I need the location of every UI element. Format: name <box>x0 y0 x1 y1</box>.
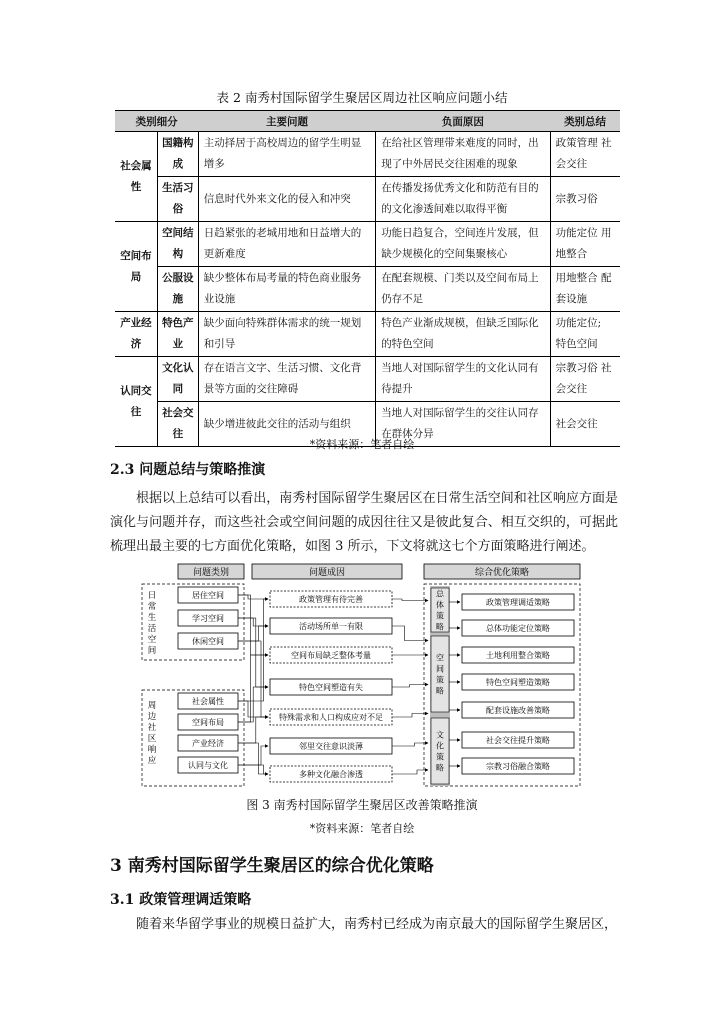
body-paragraph: 根据以上总结可以看出，南秀村国际留学生聚居区在日常生活空间和社区响应方面是演化与问题并存，而这些社会或空间问题的成因往往又是彼此复合、相互交织的，可据此梳理出最主要的七方面优化策略，如图 3 所示，下文将就这七个方面策略进行阐述。 <box>110 491 618 554</box>
subcategory-cell: 国籍构成 <box>157 132 198 177</box>
issue-cell: 缺少面向特殊群体需求的统一规划和引导 <box>198 312 375 357</box>
connector-line <box>392 599 428 601</box>
section-heading: 2.3 问题总结与策略推演 <box>110 462 266 478</box>
cause-label: 特色空间塑造有失 <box>299 683 363 692</box>
cause-cell: 当地人对国际留学生的交往认同存在群体分异 <box>376 402 550 447</box>
category-cell: 社会属性 <box>115 132 157 222</box>
table-row <box>115 267 620 312</box>
subcategory-cell: 空间结构 <box>157 222 198 267</box>
header-text-strategy: 综合优化策略 <box>474 568 530 578</box>
strategy-group-label: 总体策略 <box>436 589 444 632</box>
cause-label: 特殊需求和人口构成应对不足 <box>279 713 383 722</box>
table-row <box>115 177 620 222</box>
cause-cell: 特色产业渐成规模，但缺乏国际化的特色空间 <box>376 312 550 357</box>
category-item-label: 休闲空间 <box>192 637 224 646</box>
strategy-group-box <box>431 636 449 712</box>
connector-line <box>392 626 428 641</box>
category-item-label: 居住空间 <box>192 591 224 600</box>
strategy-group-box <box>431 718 449 784</box>
connector-line <box>392 714 428 718</box>
strategy-label: 政策管理调适策略 <box>486 598 550 607</box>
header-summary: 类别总结 <box>550 111 620 132</box>
table-row <box>115 312 620 357</box>
issue-cell: 信息时代外来文化的侵入和冲突 <box>198 177 375 222</box>
strategy-label: 总体功能定位策略 <box>486 624 550 633</box>
connector-line <box>238 746 268 765</box>
group-a-label: 日常生活空间 <box>147 591 157 656</box>
strategy-label: 配套设施改善策略 <box>486 706 550 715</box>
issue-cell: 日趋紧张的老城用地和日益增大的更新难度 <box>198 222 375 267</box>
cause-cell: 功能日趋复合，空间连片发展，但缺少规模化的空间集聚核心 <box>376 222 550 267</box>
summary-cell: 政策管理 社会交往 <box>550 132 620 177</box>
header-issue: 主要问题 <box>198 111 375 132</box>
chapter-heading: 3 南秀村国际留学生聚居区的综合优化策略 <box>110 856 434 876</box>
connector-line <box>392 743 428 746</box>
summary-table <box>115 110 620 447</box>
category-item-label: 空间布局 <box>192 718 224 727</box>
strategy-diagram <box>140 562 600 790</box>
table-caption: 表 2 南秀村国际留学生聚居区周边社区响应问题小结 <box>216 90 508 105</box>
summary-cell: 用地整合 配套设施 <box>550 267 620 312</box>
connector-line <box>238 595 268 599</box>
connector-line <box>238 599 268 701</box>
summary-cell: 功能定位; 特色空间 <box>550 312 620 357</box>
cause-cell: 在传播发扬优秀文化和防范有目的的文化渗透间难以取得平衡 <box>376 177 550 222</box>
table-row <box>115 132 620 177</box>
subsection-heading: 3.1 政策管理调适策略 <box>110 892 252 908</box>
cause-label: 空间布局缺乏整体考量 <box>291 651 371 660</box>
strategy-label: 特色空间塑造策略 <box>486 678 550 687</box>
category-item-label: 产业经济 <box>192 739 224 748</box>
cause-label: 邻里交往意识淡薄 <box>299 742 363 751</box>
table-row <box>115 222 620 267</box>
issue-cell: 缺少整体布局考量的特色商业服务业设施 <box>198 267 375 312</box>
cause-cell: 当地人对国际留学生的文化认同有待提升 <box>376 357 550 402</box>
figure-source: *资料来源：笔者自绘 <box>309 822 415 835</box>
summary-cell: 功能定位 用地整合 <box>550 222 620 267</box>
group-b-label: 周边社区响应 <box>147 701 157 766</box>
issue-cell: 存在语言文字、生活习惯、文化背景等方面的交往障碍 <box>198 357 375 402</box>
subcategory-cell: 生活习俗 <box>157 177 198 222</box>
body-paragraph-2: 随着来华留学事业的规模日益扩大，南秀村已经成为南京最大的国际留学生聚居区， <box>136 917 618 932</box>
category-item-label: 学习空间 <box>192 614 224 623</box>
table-source: *资料来源：笔者自绘 <box>309 438 415 451</box>
cause-label: 多种文化融合渗透 <box>299 770 363 779</box>
issue-cell: 缺少增进彼此交往的活动与组织 <box>198 402 375 447</box>
header-text-cause: 问题成因 <box>308 568 346 578</box>
subcategory-cell: 特色产业 <box>157 312 198 357</box>
table-row <box>115 357 620 402</box>
header-category: 类别细分 <box>115 111 198 132</box>
category-cell: 认同交往 <box>115 357 157 447</box>
summary-cell: 宗教习俗 <box>550 177 620 222</box>
header-cause: 负面原因 <box>376 111 550 132</box>
connector-line <box>238 765 268 774</box>
issue-cell: 主动择居于高校周边的留学生明显增多 <box>198 132 375 177</box>
category-cell: 空间布局 <box>115 222 157 312</box>
cause-label: 活动场所单一有限 <box>299 622 363 631</box>
cause-cell: 在配套规模、门类以及空间布局上仍存不足 <box>376 267 550 312</box>
subcategory-cell: 公服设施 <box>157 267 198 312</box>
table-header-row <box>115 111 620 132</box>
cause-label: 政策管理有待完善 <box>299 595 363 604</box>
subcategory-cell: 文化认同 <box>157 357 198 402</box>
strategy-group-label: 空间策略 <box>436 653 444 696</box>
strategy-label: 土地利用整合策略 <box>486 651 550 660</box>
connector-line <box>392 685 428 688</box>
strategy-label: 社会交往提升策略 <box>486 736 550 745</box>
cause-cell: 在给社区管理带来难度的同时，出现了中外居民交往困难的现象 <box>376 132 550 177</box>
summary-cell: 社会交往 <box>550 402 620 447</box>
strategy-group-label: 文化策略 <box>436 730 444 773</box>
summary-cell: 宗教习俗 社会交往 <box>550 357 620 402</box>
category-cell: 产业经济 <box>115 312 157 357</box>
figure-caption: 图 3 南秀村国际留学生聚居区改善策略推演 <box>246 798 478 812</box>
connector-line <box>392 770 428 774</box>
category-item-label: 社会属性 <box>192 697 224 706</box>
category-item-label: 认同与文化 <box>188 761 228 770</box>
header-text-category: 问题类别 <box>192 568 230 578</box>
strategy-label: 宗教习俗融合策略 <box>486 762 550 771</box>
subcategory-cell: 社会交往 <box>157 402 198 447</box>
